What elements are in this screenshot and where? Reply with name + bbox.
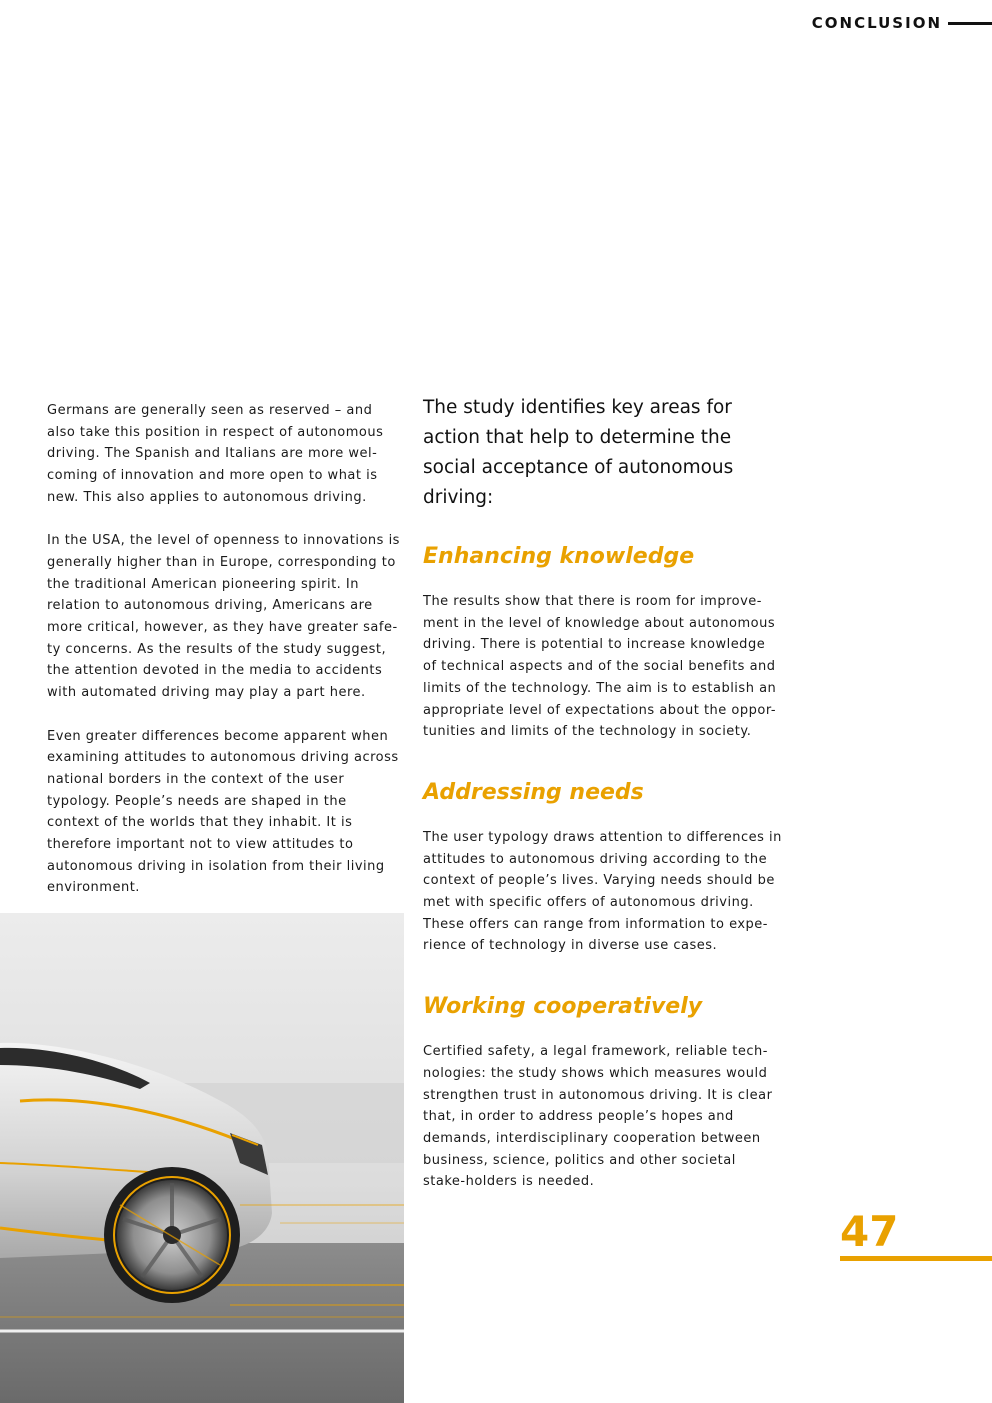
page-number: 47	[840, 1207, 899, 1256]
autonomous-car-image	[0, 913, 404, 1403]
heading-addressing-needs: Addressing needs	[423, 779, 644, 805]
left-column	[47, 400, 403, 899]
section-rule	[948, 22, 992, 25]
section-text-working-cooperatively: Certified safety, a legal framework, reliable tech-nologies: the study shows which measures would strengthen trust in autonomous driving. It is clear that, in order to address people’s hopes and demands, interdisciplinary cooperation between business, science, politics and other societal stake-holders is needed.	[423, 1044, 773, 1190]
section-text-addressing-needs: The user typology draws attention to differences in attitudes to autonomous driving according to the context of people’s lives. Varying needs should be met with specific offers of autonomous driving. These offers can range from information to expe-rience of technology in diverse use cases.	[423, 829, 782, 954]
section-text-enhancing-knowledge: The results show that there is room for improve-ment in the level of knowledge about autonomous driving. There is potential to increase knowledge of technical aspects and of the social benefits and limits of the technology. The aim is to establish an appropriate level of expectations about the oppor-tunities and limits of the technology in society.	[423, 594, 777, 740]
right-column	[423, 393, 783, 1193]
heading-working-cooperatively: Working cooperatively	[423, 994, 703, 1020]
page-number-rule	[840, 1256, 992, 1261]
left-paragraph-2: In the USA, the level of openness to innovations is generally higher than in Europe, corresponding to the traditional American pioneering spirit. In relation to autonomous driving, Americans are more critical, however, as they have greater safe-ty concerns. As the results of the study suggest, the attention devoted in the media to accidents with automated driving may play a part here.	[47, 533, 400, 701]
heading-enhancing-knowledge: Enhancing knowledge	[423, 544, 695, 569]
section-label: CONCLUSION	[811, 14, 942, 32]
left-paragraph-1: Germans are generally seen as reserved – and also take this position in respect of autonomous driving. The Spanish and Italians are more wel-coming of innovation and more open to what is new. This also applies to autonomous driving.	[47, 403, 384, 505]
left-paragraph-3: Even greater differences become apparent when examining attitudes to autonomous driving across national borders in the context of the user typology. People’s needs are shaped in the context of the worlds that they inhabit. It is therefore important not to view attitudes to autonomous driving in isolation from their living environment.	[47, 728, 399, 896]
intro-text: The study identifies key areas for action that help to determine the social acceptance of autonomous driving:	[423, 397, 734, 508]
